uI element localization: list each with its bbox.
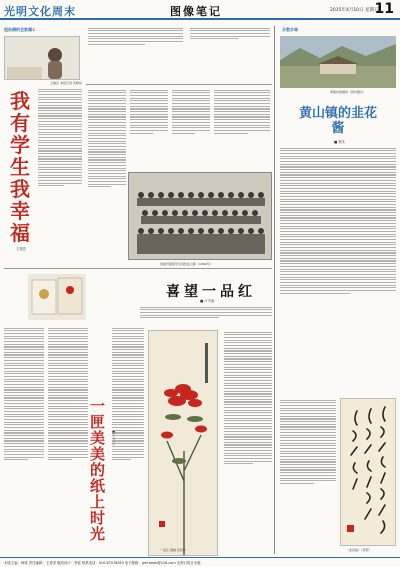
- article-body: [38, 87, 82, 257]
- article-headline-4: 黄山镇的韭花酱: [298, 106, 377, 136]
- article-body-3-col: [4, 326, 44, 554]
- article-body-col: [88, 88, 126, 256]
- article-body-2-col: [224, 330, 272, 552]
- issue-date: 2015年4月10日 星期五: [330, 8, 379, 13]
- divider: [86, 84, 272, 85]
- portrait-photo: [4, 36, 80, 80]
- notebook-photo: [28, 274, 86, 320]
- calligraphy-image: [340, 398, 396, 546]
- column-divider: [274, 26, 275, 554]
- group-photo-caption: 首届外国留学生班结业合影（1962年）: [160, 262, 213, 266]
- article-kicker: 祖孙俩的全家福①: [4, 27, 36, 32]
- village-photo-caption: 邢窝村的晒场（资料图片）: [330, 90, 367, 94]
- footer-text: 本版主编：韩寒 责任编辑：王爱国 版面设计：李锐 联系电话：010-67078263 电子邮箱：gmrbwzb@126.com 光明日报社出版: [4, 561, 201, 565]
- article-headline: 我有学生我幸福: [10, 89, 30, 245]
- page-number: 11: [374, 1, 394, 17]
- village-photo: [280, 36, 396, 88]
- article-body-4-col: [280, 398, 336, 548]
- article-body-3-col: [112, 326, 144, 554]
- article-body-col: [172, 88, 210, 168]
- article-byline: 王瑞芸: [16, 247, 27, 251]
- article-byline-4: ■ 郑永: [334, 140, 346, 144]
- article-intro-2: [190, 26, 270, 56]
- portrait-caption: 王瑞芸 本报记者 宋晓东: [50, 81, 82, 85]
- paper-name: 光明文化周末: [4, 5, 76, 18]
- painting-image: [148, 330, 218, 556]
- article-byline-2: ■ 卢中南: [200, 299, 215, 303]
- article-body-2: [140, 305, 272, 327]
- article-intro: [88, 26, 183, 56]
- painting-caption: 一品红 国画 吴冠中: [160, 548, 186, 552]
- article-headline-3: 一匣美美的纸上时光: [90, 397, 106, 543]
- page-footer: [0, 557, 400, 567]
- section-title: 图像笔记: [170, 5, 222, 18]
- calligraphy-caption: 《韭花帖》（局部）: [346, 548, 372, 552]
- article-body-col: [130, 88, 168, 168]
- article-body-col: [214, 88, 270, 168]
- article-body-3-col: [48, 326, 88, 554]
- divider: [4, 268, 272, 269]
- article-body-4: [280, 146, 396, 396]
- group-photo: [128, 172, 272, 260]
- section-kicker: 乡愁乡味: [282, 27, 298, 32]
- page-header: [0, 0, 400, 20]
- article-headline-2: 喜望一品红: [166, 284, 256, 300]
